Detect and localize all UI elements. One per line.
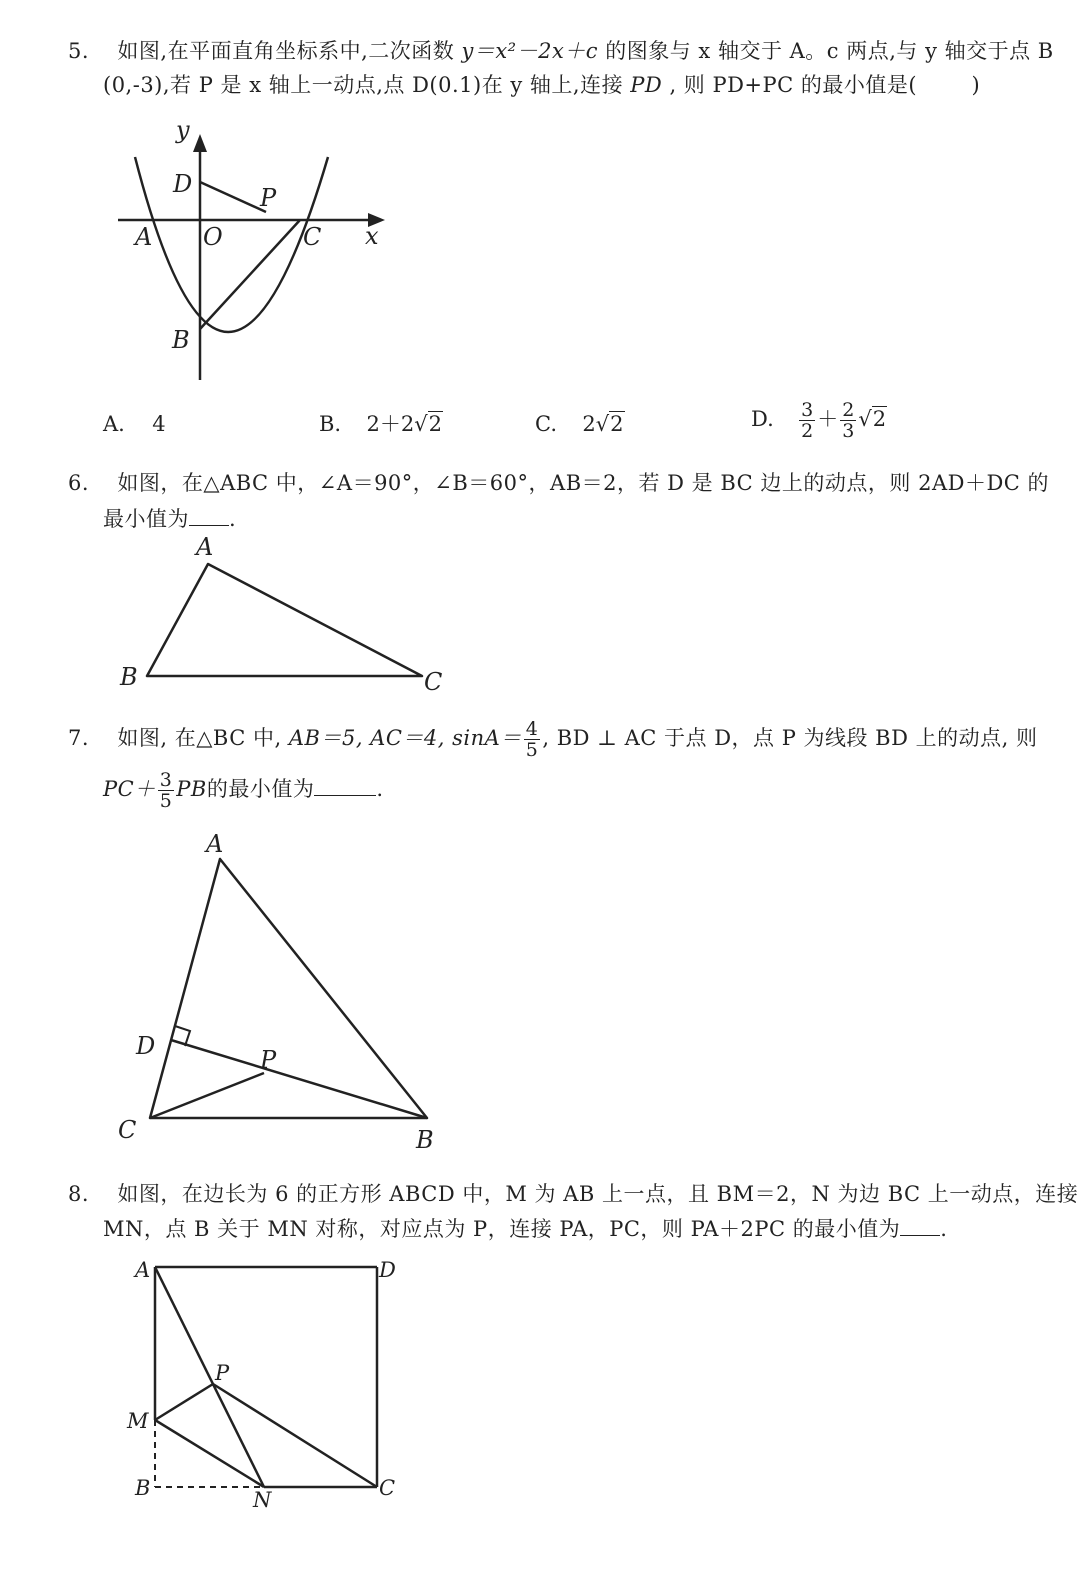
q5-pd: PD xyxy=(630,73,663,97)
q5-text-a: 如图,在平面直角坐标系中,二次函数 xyxy=(117,39,455,63)
q7-segment-cp xyxy=(150,1073,264,1118)
q5-choice-d-plus: ＋ xyxy=(817,407,839,431)
q7-frac-sina: $\frac{4}{5}$ xyxy=(525,718,539,761)
q8-square-figure xyxy=(125,1255,425,1515)
q5-choice-b-label: B. xyxy=(319,412,342,436)
q5-choice-d-frac2: $\frac{2}{3}$ xyxy=(842,399,855,442)
q5-line-1 xyxy=(68,36,1054,66)
q5-choice-c-value: 2 xyxy=(582,412,596,436)
q5-segment-dp xyxy=(200,182,266,212)
q6-triangle-figure xyxy=(110,535,450,695)
q5-label-p: P xyxy=(260,184,277,212)
q5-choice-a-value: 4 xyxy=(152,412,166,436)
q7-line2-b: PB xyxy=(176,777,207,801)
q6-label-c: C xyxy=(424,668,443,696)
q5-label-y: y xyxy=(176,116,190,144)
q7-number: 7. xyxy=(68,726,90,750)
q7-segment-bd xyxy=(171,1040,427,1118)
q5-label-d: D xyxy=(173,170,193,198)
q7-line-1 xyxy=(68,719,1037,760)
q5-choice-d-label: D. xyxy=(751,407,774,431)
q8-segment-mp xyxy=(155,1384,213,1420)
q8-label-n: N xyxy=(253,1488,272,1512)
q6-label-a: A xyxy=(196,533,214,561)
q8-line-2 xyxy=(103,1213,947,1244)
q7-text-b: , BD ⊥ AC 于点 D，点 P 为线段 BD 上的动点, 则 xyxy=(542,726,1038,750)
q8-line2: MN，点 B 关于 MN 对称，对应点为 P，连接 PA，PC，则 PA＋2PC 的最小值为 xyxy=(103,1217,901,1241)
q8-line2-end: . xyxy=(940,1217,948,1241)
q5-line2-end: ) xyxy=(971,73,981,97)
q8-answer-blank[interactable] xyxy=(900,1213,940,1236)
q5-line2-b: , 则 PD+PC 的最小值是( xyxy=(669,73,918,97)
q7-math-a: AB＝5, AC＝4, sinA＝ xyxy=(288,726,522,750)
q6-line2: 最小值为 xyxy=(103,507,189,531)
q8-label-m: M xyxy=(127,1409,149,1433)
q5-choice-c-label: C. xyxy=(535,412,557,436)
q5-choice-b[interactable] xyxy=(319,409,443,439)
q7-label-b: B xyxy=(416,1126,434,1154)
q5-choice-d-frac1: $\frac{3}{2}$ xyxy=(801,399,814,442)
q5-label-o: O xyxy=(203,223,223,251)
q5-choice-b-sqrt: √2 xyxy=(414,412,442,436)
q6-line-1 xyxy=(68,468,1049,498)
q7-triangle xyxy=(150,859,427,1118)
q5-parabola-figure xyxy=(110,112,410,392)
q8-label-c: C xyxy=(379,1476,396,1500)
q5-parabola xyxy=(135,157,328,332)
q7-label-d: D xyxy=(136,1032,156,1060)
q5-formula: y＝x²－2x＋c xyxy=(461,39,599,63)
q5-choice-a[interactable] xyxy=(103,409,166,439)
q6-triangle xyxy=(147,564,422,676)
q6-text: 如图，在△ABC 中，∠A＝90°，∠B＝60°，AB＝2，若 D 是 BC 边上的动点，则 2AD＋DC 的 xyxy=(117,471,1050,495)
q5-y-arrow xyxy=(193,134,207,152)
q6-label-b: B xyxy=(120,663,138,691)
q6-line-2 xyxy=(103,503,236,534)
q5-choice-d[interactable] xyxy=(751,400,887,441)
q5-line-2 xyxy=(103,70,980,100)
q5-number: 5. xyxy=(68,39,90,63)
q7-answer-blank[interactable] xyxy=(314,773,376,796)
q5-label-b: B xyxy=(172,326,190,354)
q7-line2-c: 的最小值为 xyxy=(206,777,315,801)
q8-label-d: D xyxy=(379,1258,396,1282)
q5-choice-a-label: A. xyxy=(103,412,125,436)
q5-label-x: x xyxy=(365,222,379,250)
q5-text-b: 的图象与 x 轴交于 A。c 两点,与 y 轴交于点 B xyxy=(605,39,1054,63)
q8-line-1 xyxy=(68,1179,1078,1209)
q7-line-2 xyxy=(103,770,384,811)
q5-label-c: C xyxy=(303,223,322,251)
q8-number: 8. xyxy=(68,1182,90,1206)
q7-label-p: P xyxy=(260,1046,277,1074)
q6-line2-end: . xyxy=(229,507,237,531)
q8-label-b: B xyxy=(135,1476,151,1500)
q6-answer-blank[interactable] xyxy=(189,503,229,526)
q8-label-p: P xyxy=(215,1361,230,1385)
q7-label-a: A xyxy=(206,830,224,858)
q7-line2-end: . xyxy=(376,777,384,801)
q6-number: 6. xyxy=(68,471,90,495)
q5-choice-c-sqrt: √2 xyxy=(595,412,624,436)
q7-line2-a: PC＋ xyxy=(103,777,156,801)
q7-frac-35: $\frac{3}{5}$ xyxy=(159,769,173,812)
q7-label-c: C xyxy=(118,1116,137,1144)
q5-choice-d-sqrt: √2 xyxy=(858,407,887,431)
q7-text-a: 如图, 在△BC 中, xyxy=(117,726,282,750)
q5-line2-a: (0,-3),若 P 是 x 轴上一动点,点 D(0.1)在 y 轴上,连接 xyxy=(103,73,624,97)
q8-text: 如图，在边长为 6 的正方形 ABCD 中，M 为 AB 上一点，且 BM＝2，N 为边 BC 上一动点，连接 xyxy=(117,1182,1079,1206)
q5-choice-b-value: 2＋2 xyxy=(366,412,415,436)
q5-choice-c[interactable] xyxy=(535,409,625,439)
q5-label-a: A xyxy=(135,223,153,251)
q7-triangle-figure xyxy=(110,828,470,1158)
q8-label-a: A xyxy=(135,1258,151,1282)
